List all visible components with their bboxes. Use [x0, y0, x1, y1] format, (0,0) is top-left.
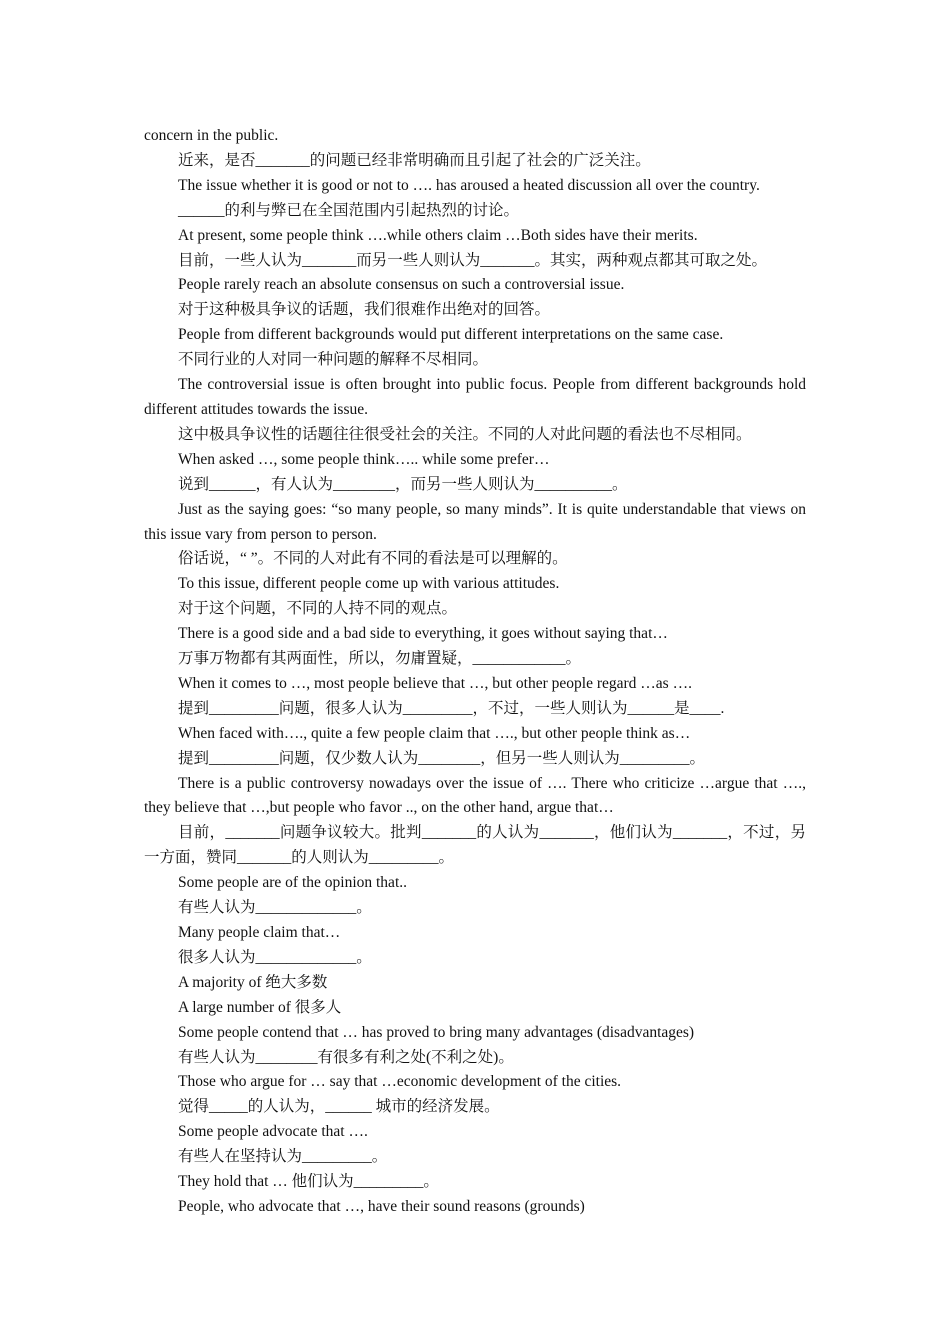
paragraph: 目前，一些人认为_______而另一些人则认为_______。其实，两种观点都其可取之处。	[178, 251, 768, 269]
paragraph: Some people advocate that ….	[178, 1123, 368, 1141]
paragraph: 万事万物都有其两面性，所以，勿庸置疑，____________。	[178, 650, 582, 668]
paragraph: 觉得_____的人认为，______ 城市的经济发展。	[178, 1098, 500, 1116]
paragraph: 这中极具争议性的话题往往很受社会的关注。不同的人对此问题的看法也不尽相同。	[178, 425, 752, 443]
paragraph: They hold that … 他们认为_________。	[178, 1173, 439, 1191]
paragraph: People from different backgrounds would put different interpretations on the same case.	[178, 326, 724, 344]
paragraph: 有些人认为_____________。	[178, 899, 372, 917]
paragraph: 有些人在坚持认为_________。	[178, 1148, 388, 1166]
paragraph: 不同行业的人对同一种问题的解释不尽相同。	[178, 351, 489, 369]
paragraph: When it comes to …, most people believe that …, but other people regard …as ….	[178, 674, 692, 692]
paragraph: Just as the saying goes: “so many people, so many minds”. It is quite understandable that views on this issue vary from person to person.	[144, 500, 806, 543]
paragraph: 说到______，有人认为________，而另一些人则认为__________。	[178, 475, 628, 493]
paragraph: Many people claim that…	[178, 924, 341, 941]
paragraph: When asked …, some people think….. while some prefer…	[178, 450, 550, 468]
paragraph: Those who argue for … say that …economic development of the cities.	[178, 1073, 622, 1091]
paragraph: People rarely reach an absolute consensus on such a controversial issue.	[178, 276, 625, 294]
paragraph: To this issue, different people come up with various attitudes.	[178, 575, 560, 593]
paragraph: The issue whether it is good or not to …. has aroused a heated discussion all over the country.	[178, 176, 760, 194]
paragraph: 对于这个问题，不同的人持不同的观点。	[178, 600, 458, 618]
paragraph: A majority of 绝大多数	[178, 973, 328, 991]
paragraph: concern in the public.	[144, 127, 279, 144]
paragraph: Some people contend that … has proved to bring many advantages (disadvantages)	[178, 1023, 695, 1041]
paragraph: At present, some people think ….while others claim …Both sides have their merits.	[178, 226, 698, 244]
paragraph: People, who advocate that …, have their sound reasons (grounds)	[178, 1197, 585, 1215]
paragraph: 近来，是否_______的问题已经非常明确而且引起了社会的广泛关注。	[178, 151, 651, 169]
paragraph: A large number of 很多人	[178, 998, 342, 1016]
paragraph: There is a public controversy nowadays over the issue of …. There who criticize …argue that …., they believe that …,but people who favor .., on the other hand, argue that…	[144, 774, 806, 817]
paragraph: 提到_________问题，仅少数人认为________，但另一些人则认为_________。	[178, 749, 706, 767]
paragraph: 对于这种极具争议的话题，我们很难作出绝对的回答。	[178, 301, 551, 319]
paragraph: 目前，_______问题争议较大。批判_______的人认为_______，他们认为_______，不过，另一方面，赞同_______的人则认为_________。	[144, 824, 806, 867]
paragraph: 有些人认为________有很多有利之处(不利之处)。	[178, 1048, 514, 1066]
paragraph: 提到_________问题，很多人认为_________，不过，一些人则认为______是____.	[178, 699, 725, 717]
paragraph: 很多人认为_____________。	[178, 948, 372, 966]
document-body	[144, 124, 806, 1220]
paragraph: When faced with…., quite a few people claim that …., but other people think as…	[178, 724, 691, 742]
paragraph: Some people are of the opinion that..	[178, 874, 407, 892]
paragraph: ______的利与弊已在全国范围内引起热烈的讨论。	[178, 201, 520, 219]
paragraph: 俗话说，“ ”。不同的人对此有不同的看法是可以理解的。	[178, 550, 568, 568]
paragraph: The controversial issue is often brought into public focus. People from different backgrounds hold different attitudes towards the issue.	[144, 376, 806, 418]
paragraph: There is a good side and a bad side to everything, it goes without saying that…	[178, 625, 668, 643]
